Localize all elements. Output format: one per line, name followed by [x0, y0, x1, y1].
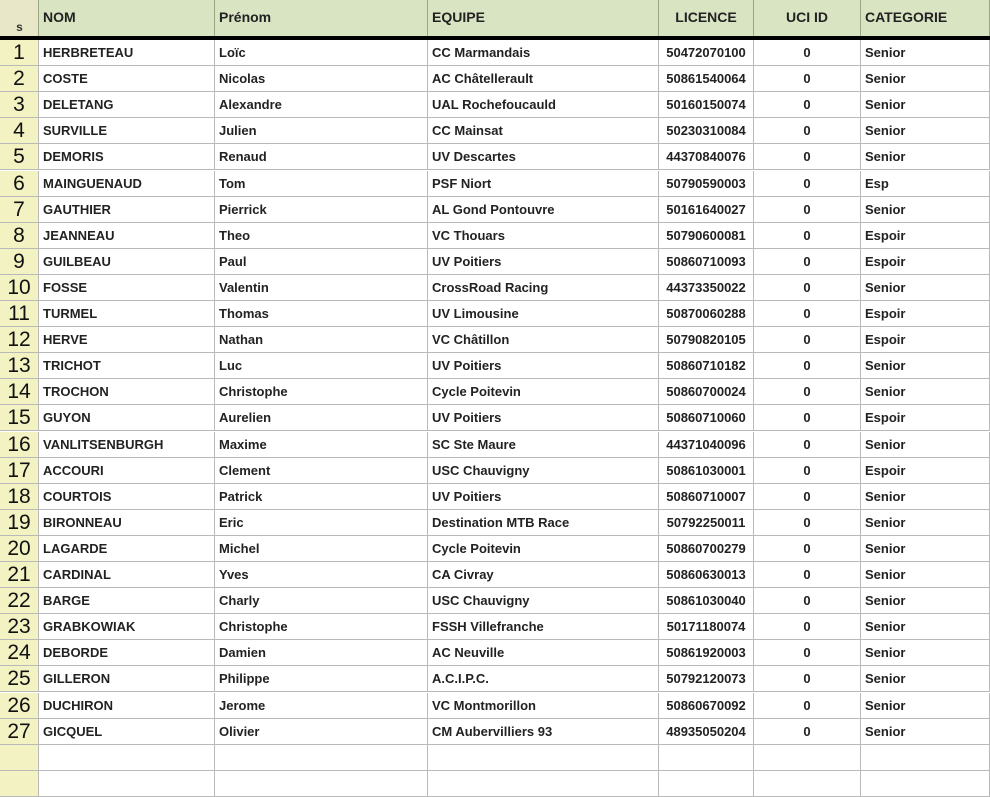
row-number: 10 — [0, 275, 39, 300]
row-number: 23 — [0, 614, 39, 639]
cell-uci-id[interactable]: 0 — [754, 92, 861, 117]
cell-nom[interactable]: GICQUEL — [39, 719, 215, 744]
cell-uci-id[interactable]: 0 — [754, 405, 861, 430]
table-row[interactable] — [0, 484, 990, 510]
header-prenom[interactable]: Prénom — [215, 0, 428, 36]
cell-prenom[interactable]: Thomas — [215, 301, 428, 326]
cell-nom[interactable]: CARDINAL — [39, 562, 215, 587]
table-row[interactable] — [0, 301, 990, 327]
cell-nom[interactable]: VANLITSENBURGH — [39, 432, 215, 457]
cell-categorie[interactable]: Espoir — [861, 249, 990, 274]
table-row[interactable] — [0, 405, 990, 431]
cell-prenom[interactable]: Paul — [215, 249, 428, 274]
table-row[interactable] — [0, 66, 990, 92]
cell-nom[interactable]: ACCOURI — [39, 458, 215, 483]
cell-licence[interactable]: 50792250011 — [659, 510, 754, 535]
table-row[interactable] — [0, 379, 990, 405]
cell-nom[interactable]: BIRONNEAU — [39, 510, 215, 535]
cell-prenom[interactable]: Michel — [215, 536, 428, 561]
cell-licence[interactable]: 44371040096 — [659, 432, 754, 457]
cell-equipe[interactable]: CrossRoad Racing — [428, 275, 659, 300]
table-row[interactable] — [0, 432, 990, 458]
cell-categorie[interactable]: Senior — [861, 40, 990, 65]
cell-equipe[interactable]: PSF Niort — [428, 171, 659, 196]
cell-prenom[interactable]: Charly — [215, 588, 428, 613]
table-row[interactable] — [0, 536, 990, 562]
cell-categorie[interactable]: Senior — [861, 484, 990, 509]
header-uci-id[interactable]: UCI ID — [754, 0, 861, 36]
cell-categorie[interactable]: Senior — [861, 275, 990, 300]
empty-cell[interactable] — [215, 771, 428, 796]
cell-nom[interactable]: DEBORDE — [39, 640, 215, 665]
cell-uci-id[interactable]: 0 — [754, 588, 861, 613]
cell-uci-id[interactable]: 0 — [754, 379, 861, 404]
table-row[interactable] — [0, 92, 990, 118]
cell-prenom[interactable]: Philippe — [215, 666, 428, 691]
table-row[interactable] — [0, 275, 990, 301]
header-categorie[interactable]: CATEGORIE — [861, 0, 990, 36]
table-row[interactable] — [0, 614, 990, 640]
cell-licence[interactable]: 50860700279 — [659, 536, 754, 561]
empty-row[interactable] — [0, 771, 990, 797]
table-row[interactable] — [0, 118, 990, 144]
cell-licence[interactable]: 44370840076 — [659, 144, 754, 169]
table-row[interactable] — [0, 458, 990, 484]
cell-licence[interactable]: 50861540064 — [659, 66, 754, 91]
row-number: 6 — [0, 171, 39, 196]
cell-nom[interactable]: TROCHON — [39, 379, 215, 404]
empty-row[interactable] — [0, 745, 990, 771]
cell-prenom[interactable]: Julien — [215, 118, 428, 143]
cell-uci-id[interactable]: 0 — [754, 536, 861, 561]
header-equipe[interactable]: EQUIPE — [428, 0, 659, 36]
cell-prenom[interactable]: Eric — [215, 510, 428, 535]
cell-equipe[interactable]: VC Thouars — [428, 223, 659, 248]
cell-prenom[interactable]: Christophe — [215, 379, 428, 404]
cell-nom[interactable]: HERBRETEAU — [39, 40, 215, 65]
empty-cell[interactable] — [428, 771, 659, 796]
cell-prenom[interactable]: Clement — [215, 458, 428, 483]
table-row[interactable] — [0, 588, 990, 614]
header-row — [0, 0, 990, 40]
cell-categorie[interactable]: Senior — [861, 353, 990, 378]
cell-uci-id[interactable]: 0 — [754, 275, 861, 300]
cell-uci-id[interactable]: 0 — [754, 40, 861, 65]
header-nom[interactable]: NOM — [39, 0, 215, 36]
cell-prenom[interactable]: Maxime — [215, 432, 428, 457]
cell-equipe[interactable]: CC Marmandais — [428, 40, 659, 65]
cell-licence[interactable]: 50870060288 — [659, 301, 754, 326]
cell-prenom[interactable]: Jerome — [215, 693, 428, 718]
cell-nom[interactable]: COURTOIS — [39, 484, 215, 509]
table-row[interactable] — [0, 510, 990, 536]
cell-nom[interactable]: LAGARDE — [39, 536, 215, 561]
empty-cell[interactable] — [754, 745, 861, 770]
cell-categorie[interactable]: Senior — [861, 719, 990, 744]
row-number: 11 — [0, 301, 39, 326]
cell-equipe[interactable]: CM Aubervilliers 93 — [428, 719, 659, 744]
table-row[interactable] — [0, 640, 990, 666]
cell-nom[interactable]: DELETANG — [39, 92, 215, 117]
cell-nom[interactable]: COSTE — [39, 66, 215, 91]
cell-equipe[interactable]: CC Mainsat — [428, 118, 659, 143]
cell-prenom[interactable]: Damien — [215, 640, 428, 665]
empty-cell[interactable] — [215, 745, 428, 770]
cell-nom[interactable]: TURMEL — [39, 301, 215, 326]
cell-equipe[interactable]: UV Descartes — [428, 144, 659, 169]
cell-uci-id[interactable]: 0 — [754, 197, 861, 222]
cell-licence[interactable]: 50790820105 — [659, 327, 754, 352]
row-number: 5 — [0, 144, 39, 169]
row-number — [0, 771, 39, 796]
row-number: 13 — [0, 353, 39, 378]
cell-categorie[interactable]: Senior — [861, 588, 990, 613]
cell-nom[interactable]: JEANNEAU — [39, 223, 215, 248]
cell-uci-id[interactable]: 0 — [754, 432, 861, 457]
cell-nom[interactable]: DUCHIRON — [39, 693, 215, 718]
index-header — [0, 0, 39, 36]
cell-categorie[interactable]: Senior — [861, 379, 990, 404]
cell-nom[interactable]: DEMORIS — [39, 144, 215, 169]
cell-prenom[interactable]: Yves — [215, 562, 428, 587]
cell-licence[interactable]: 50861920003 — [659, 640, 754, 665]
cell-categorie[interactable]: Senior — [861, 666, 990, 691]
cell-nom[interactable]: HERVE — [39, 327, 215, 352]
cell-uci-id[interactable]: 0 — [754, 353, 861, 378]
cell-equipe[interactable]: AC Neuville — [428, 640, 659, 665]
cell-equipe[interactable]: Destination MTB Race — [428, 510, 659, 535]
empty-cell[interactable] — [659, 771, 754, 796]
cell-categorie[interactable]: Senior — [861, 640, 990, 665]
cell-categorie[interactable]: Senior — [861, 562, 990, 587]
cell-uci-id[interactable]: 0 — [754, 458, 861, 483]
cell-licence[interactable]: 44373350022 — [659, 275, 754, 300]
cell-prenom[interactable]: Olivier — [215, 719, 428, 744]
table-row[interactable] — [0, 666, 990, 692]
cell-equipe[interactable]: UV Limousine — [428, 301, 659, 326]
row-number: 4 — [0, 118, 39, 143]
cell-nom[interactable]: GAUTHIER — [39, 197, 215, 222]
cell-uci-id[interactable]: 0 — [754, 327, 861, 352]
empty-cell[interactable] — [659, 745, 754, 770]
cell-categorie[interactable]: Senior — [861, 432, 990, 457]
row-number: 22 — [0, 588, 39, 613]
row-number: 14 — [0, 379, 39, 404]
cell-categorie[interactable]: Esp — [861, 171, 990, 196]
cell-equipe[interactable]: VC Châtillon — [428, 327, 659, 352]
cell-licence[interactable]: 50860630013 — [659, 562, 754, 587]
cell-prenom[interactable]: Luc — [215, 353, 428, 378]
cell-categorie[interactable]: Espoir — [861, 405, 990, 430]
cell-prenom[interactable]: Pierrick — [215, 197, 428, 222]
cell-licence[interactable]: 50171180074 — [659, 614, 754, 639]
cell-uci-id[interactable]: 0 — [754, 666, 861, 691]
row-number: 2 — [0, 66, 39, 91]
row-number: 12 — [0, 327, 39, 352]
cell-uci-id[interactable]: 0 — [754, 118, 861, 143]
cell-equipe[interactable]: CA Civray — [428, 562, 659, 587]
cell-equipe[interactable]: FSSH Villefranche — [428, 614, 659, 639]
cell-licence[interactable]: 50161640027 — [659, 197, 754, 222]
cell-categorie[interactable]: Senior — [861, 92, 990, 117]
row-number: 16 — [0, 432, 39, 457]
cell-equipe[interactable]: USC Chauvigny — [428, 458, 659, 483]
cell-prenom[interactable]: Patrick — [215, 484, 428, 509]
cell-licence[interactable]: 50860710060 — [659, 405, 754, 430]
header-licence[interactable]: LICENCE — [659, 0, 754, 36]
cell-prenom[interactable]: Valentin — [215, 275, 428, 300]
row-number: 27 — [0, 719, 39, 744]
cell-uci-id[interactable]: 0 — [754, 562, 861, 587]
cell-licence[interactable]: 50860710093 — [659, 249, 754, 274]
cell-prenom[interactable]: Christophe — [215, 614, 428, 639]
row-number: 19 — [0, 510, 39, 535]
table-row[interactable] — [0, 327, 990, 353]
cell-nom[interactable]: SURVILLE — [39, 118, 215, 143]
cell-categorie[interactable]: Espoir — [861, 223, 990, 248]
empty-cell[interactable] — [754, 771, 861, 796]
row-number: 17 — [0, 458, 39, 483]
cell-nom[interactable]: TRICHOT — [39, 353, 215, 378]
cell-equipe[interactable]: UV Poitiers — [428, 249, 659, 274]
cell-categorie[interactable]: Senior — [861, 66, 990, 91]
table-row[interactable] — [0, 719, 990, 745]
cell-equipe[interactable]: VC Montmorillon — [428, 693, 659, 718]
cell-categorie[interactable]: Espoir — [861, 301, 990, 326]
row-number: 1 — [0, 40, 39, 65]
table-row[interactable] — [0, 223, 990, 249]
cell-equipe[interactable]: SC Ste Maure — [428, 432, 659, 457]
empty-cell[interactable] — [39, 745, 215, 770]
cell-prenom[interactable]: Aurelien — [215, 405, 428, 430]
cell-categorie[interactable]: Senior — [861, 536, 990, 561]
cell-equipe[interactable]: UV Poitiers — [428, 484, 659, 509]
row-number: 8 — [0, 223, 39, 248]
cell-equipe[interactable]: UV Poitiers — [428, 353, 659, 378]
cell-categorie[interactable]: Senior — [861, 197, 990, 222]
table-row[interactable] — [0, 171, 990, 197]
row-number: 9 — [0, 249, 39, 274]
cell-equipe[interactable]: UV Poitiers — [428, 405, 659, 430]
table-row[interactable] — [0, 353, 990, 379]
index-header-label: s — [16, 20, 23, 34]
cell-categorie[interactable]: Senior — [861, 144, 990, 169]
row-number: 24 — [0, 640, 39, 665]
cell-categorie[interactable]: Espoir — [861, 458, 990, 483]
cell-licence[interactable]: 50792120073 — [659, 666, 754, 691]
cell-categorie[interactable]: Espoir — [861, 327, 990, 352]
cell-equipe[interactable]: AL Gond Pontouvre — [428, 197, 659, 222]
cell-uci-id[interactable]: 0 — [754, 301, 861, 326]
cell-uci-id[interactable]: 0 — [754, 249, 861, 274]
cell-equipe[interactable]: A.C.I.P.C. — [428, 666, 659, 691]
cell-prenom[interactable]: Renaud — [215, 144, 428, 169]
table-row[interactable] — [0, 144, 990, 170]
empty-cell[interactable] — [861, 771, 990, 796]
cell-prenom[interactable]: Alexandre — [215, 92, 428, 117]
cell-categorie[interactable]: Senior — [861, 614, 990, 639]
cell-licence[interactable]: 50861030040 — [659, 588, 754, 613]
cell-categorie[interactable]: Senior — [861, 510, 990, 535]
cell-uci-id[interactable]: 0 — [754, 223, 861, 248]
cell-equipe[interactable]: UAL Rochefoucauld — [428, 92, 659, 117]
cell-nom[interactable]: GUYON — [39, 405, 215, 430]
cell-licence[interactable]: 50160150074 — [659, 92, 754, 117]
cell-uci-id[interactable]: 0 — [754, 144, 861, 169]
empty-cell[interactable] — [861, 745, 990, 770]
cell-uci-id[interactable]: 0 — [754, 171, 861, 196]
table-row[interactable] — [0, 693, 990, 719]
cell-prenom[interactable]: Loïc — [215, 40, 428, 65]
table-row[interactable] — [0, 249, 990, 275]
cell-uci-id[interactable]: 0 — [754, 484, 861, 509]
cell-nom[interactable]: GILLERON — [39, 666, 215, 691]
row-number: 26 — [0, 693, 39, 718]
cell-licence[interactable]: 50472070100 — [659, 40, 754, 65]
cell-licence[interactable]: 50790590003 — [659, 171, 754, 196]
cell-licence[interactable]: 50230310084 — [659, 118, 754, 143]
cell-nom[interactable]: FOSSE — [39, 275, 215, 300]
cell-licence[interactable]: 50860710182 — [659, 353, 754, 378]
empty-cell[interactable] — [428, 745, 659, 770]
row-number: 18 — [0, 484, 39, 509]
empty-cell[interactable] — [39, 771, 215, 796]
table-row[interactable] — [0, 197, 990, 223]
cell-licence[interactable]: 50860700024 — [659, 379, 754, 404]
cell-prenom[interactable]: Theo — [215, 223, 428, 248]
cell-equipe[interactable]: Cycle Poitevin — [428, 536, 659, 561]
cell-equipe[interactable]: Cycle Poitevin — [428, 379, 659, 404]
cell-uci-id[interactable]: 0 — [754, 614, 861, 639]
cell-nom[interactable]: BARGE — [39, 588, 215, 613]
row-number: 7 — [0, 197, 39, 222]
cell-uci-id[interactable]: 0 — [754, 510, 861, 535]
row-number: 3 — [0, 92, 39, 117]
cell-nom[interactable]: GUILBEAU — [39, 249, 215, 274]
table-row[interactable] — [0, 562, 990, 588]
cell-equipe[interactable]: AC Châtellerault — [428, 66, 659, 91]
cell-uci-id[interactable]: 0 — [754, 719, 861, 744]
cell-prenom[interactable]: Tom — [215, 171, 428, 196]
row-number: 25 — [0, 666, 39, 691]
cell-categorie[interactable]: Senior — [861, 118, 990, 143]
cell-nom[interactable]: MAINGUENAUD — [39, 171, 215, 196]
row-number: 21 — [0, 562, 39, 587]
cell-nom[interactable]: GRABKOWIAK — [39, 614, 215, 639]
table-row[interactable] — [0, 40, 990, 66]
cell-prenom[interactable]: Nicolas — [215, 66, 428, 91]
cell-licence[interactable]: 48935050204 — [659, 719, 754, 744]
cell-uci-id[interactable]: 0 — [754, 66, 861, 91]
cell-licence[interactable]: 50860670092 — [659, 693, 754, 718]
cell-licence[interactable]: 50790600081 — [659, 223, 754, 248]
cell-equipe[interactable]: USC Chauvigny — [428, 588, 659, 613]
row-number — [0, 745, 39, 770]
row-number: 20 — [0, 536, 39, 561]
cell-categorie[interactable]: Senior — [861, 693, 990, 718]
cell-uci-id[interactable]: 0 — [754, 693, 861, 718]
row-number: 15 — [0, 405, 39, 430]
cell-licence[interactable]: 50861030001 — [659, 458, 754, 483]
cell-licence[interactable]: 50860710007 — [659, 484, 754, 509]
cell-uci-id[interactable]: 0 — [754, 640, 861, 665]
cell-prenom[interactable]: Nathan — [215, 327, 428, 352]
